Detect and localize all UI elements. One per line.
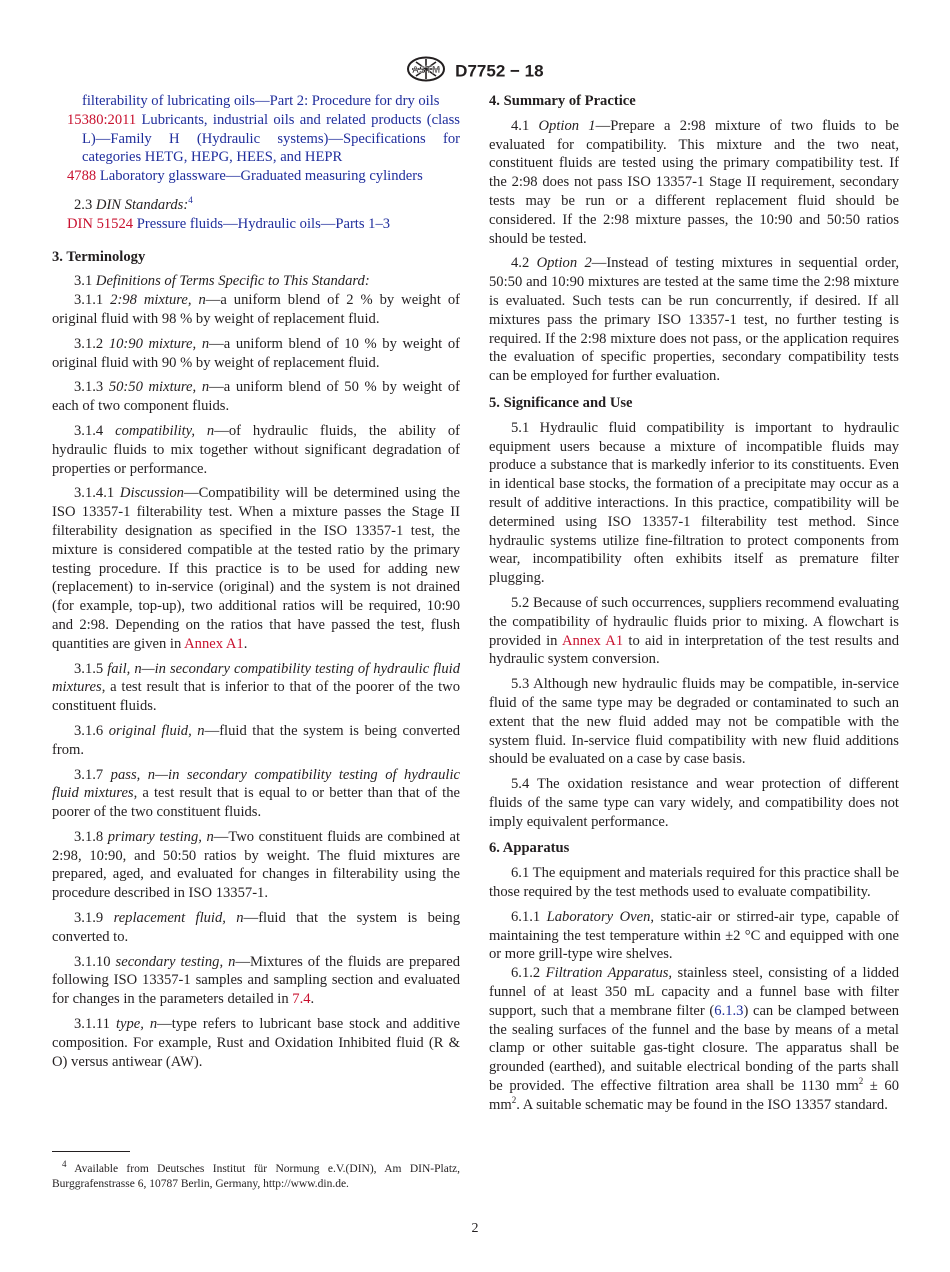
reference-iso-15380	[52, 111, 460, 167]
footnote-divider	[52, 1151, 130, 1152]
document-code: D7752 − 18	[455, 61, 544, 81]
para-3-1-4: 3.1.4 compatibility, n—of hydraulic fluids, the ability of hydraulic fluids to mix together without significant degradation of properties or performance.	[52, 422, 460, 477]
footnote-4: $^4$ Available from Deutsches Institut für Normung e.V.(DIN), Am DIN-Platz, Burggrafenstrasse 6, 10787 Berlin, Germany, http://www.din.de.	[52, 1159, 460, 1190]
reference-iso-4788	[52, 167, 460, 186]
para-5-2: 5.2 Because of such occurrences, suppliers recommend evaluating the compatibility of hydraulic fluids prior to mixing. A flowchart is provided in Annex A1 to aid in interpretation of the test results and hydraulic system conversion.	[489, 594, 899, 668]
section-6-1-3-link[interactable]: 6.1.3	[714, 1002, 744, 1019]
astm-logo-icon	[406, 56, 446, 87]
din-standards-heading: 2.3 DIN Standards:$^4$	[74, 195, 193, 213]
para-3-1-6: 3.1.6 original fluid, n—fluid that the system is being converted from.	[52, 722, 460, 758]
reference-id[interactable]: DIN 51524	[67, 215, 134, 232]
section-4-heading: 4. Summary of Practice	[489, 93, 636, 109]
reference-title[interactable]: Lubricants, industrial oils and related products (class L)—Family H (Hydraulic systems)—Specifications for categories HETG, HEPG, HEES, and HEPR	[82, 111, 460, 166]
section-3-heading: 3. Terminology	[52, 248, 146, 265]
para-5-4: 5.4 The oxidation resistance and wear protection of different fluids of the same type can vary widely, and compatibility does not imply equivalent performance.	[489, 776, 899, 830]
para-3-1-3: 3.1.3 50:50 mixture, n—a uniform blend of 50 % by weight of each of two component fluids.	[52, 379, 461, 415]
para-3-1: 3.1 Definitions of Terms Specific to This Standard:	[74, 273, 370, 290]
para-3-1-11: 3.1.11 type, n—type refers to lubricant base stock and additive composition. For example, Rust and Oxidation Inhibited fluid (R & O) versus antiwear (AW).	[52, 1016, 460, 1070]
para-3-1-7: 3.1.7 pass, n—in secondary compatibility testing of hydraulic fluid mixtures, a test result that is equal to or better than that of the poorer of the two constituent fluids.	[52, 766, 460, 821]
reference-din-51524	[52, 215, 460, 234]
annex-a1-link[interactable]: Annex A1	[184, 635, 244, 652]
para-3-1-9: 3.1.9 replacement fluid, n—fluid that the system is being converted to.	[52, 910, 460, 945]
page-header	[0, 56, 950, 87]
para-3-1-5: 3.1.5 fail, n—in secondary compatibility testing of hydraulic fluid mixtures, a test result that is inferior to that of the poorer of the two constituent fluids.	[52, 660, 460, 715]
right-column	[489, 92, 899, 1121]
left-column	[52, 92, 460, 1077]
para-5-3: 5.3 Although new hydraulic fluids may be compatible, in-service fluid of the same type may be degraded or contaminated to such an extent that the new fluid added may not be compatible with the system fluid. In-service fluid compatibility with new fluid additions should be evaluated on a case by case basis.	[489, 676, 899, 768]
page-number: 2	[471, 1221, 479, 1236]
section-5-heading: 5. Significance and Use	[489, 394, 633, 411]
para-3-1-8: 3.1.8 primary testing, n—Two constituent fluids are combined at 2:98, 10:90, and 50:50 ratios by weight. The fluid mixtures are prepared, aged, and evaluated for changes in filterability using the procedure described in ISO 13357-1.	[52, 828, 461, 902]
reference-title[interactable]: Laboratory glassware—Graduated measuring cylinders	[99, 168, 423, 185]
para-6-1-1: 6.1.1 Laboratory Oven, static-air or stirred-air type, capable of maintaining the test temperature within ±2 °C and equipped with one or more grill-type wire shelves.	[489, 908, 899, 963]
para-3-1-4-1: 3.1.4.1 Discussion—Compatibility will be determined using the ISO 13357-1 filterability test. When a mixture passes the Stage II filterability designation as specified in the ISO 13357-1 test, the mixture is considered compatible at the tested ratio by the primary testing procedure. If this practice is to be used for adding new (replacement) to in-service (original) and the system is not drained (for example, top-up), two additional ratios will be required, 10:90 and 2:98. Depending on the ratios that have passed the test, flush quantities are given in Annex A1.	[52, 485, 460, 652]
annex-a1-link[interactable]: Annex A1	[561, 632, 624, 649]
reference-id[interactable]: 4788	[67, 168, 97, 185]
para-3-1-2: 3.1.2 10:90 mixture, n—a uniform blend of 10 % by weight of original fluid with 90 % by weight of replacement fluid.	[52, 335, 461, 371]
section-6-heading: 6. Apparatus	[489, 840, 570, 857]
para-3-1-1: 3.1.1 2:98 mixture, n—a uniform blend of 2 % by weight of original fluid with 98 % by weight of replacement fluid.	[52, 292, 460, 327]
section-7-4-link[interactable]: 7.4	[292, 991, 311, 1008]
footnote-ref[interactable]: 4	[188, 195, 193, 206]
para-3-1-10: 3.1.10 secondary testing, n—Mixtures of the fluids are prepared following ISO 13357-1 samples and sampling section and evaluated for changes in the parameters detailed in 7.4.	[52, 953, 461, 1008]
svg-text:ASTM: ASTM	[412, 65, 441, 76]
reference-iso-13357-2	[52, 92, 460, 111]
reference-title[interactable]: filterability of lubricating oils—Part 2: Procedure for dry oils	[82, 93, 440, 109]
para-6-1-2: 6.1.2 Filtration Apparatus, stainless steel, consisting of a lidded funnel of at least 350 mL capacity and a funnel base with filter support, such that a membrane filter (6.1.3) can be clamped between the sealing surfaces of the funnel and the base by means of a metal clamp or other suitable gas-tight closure. The apparatus shall be grounded (earthed), and suitable electrical bonding of the parts shall be provided. The effective filtration area shall be 1130 $mm^2 \pm 60$ $mm^2$. A suitable schematic may be found in the ISO 13357 standard.	[489, 965, 899, 1113]
para-4-1: 4.1 Option 1—Prepare a 2:98 mixture of two fluids to be evaluated for compatibility. This mixture and the two neat, constituent fluids are tested using the primary compatibility test. If the 2:98 does not pass ISO 13357-1 Stage II requirement, secondary tests may be run or a different replacement fluid should be considered. If the 2:98 mixture passes, the 10:90 and 50:50 ratios should be tested.	[489, 117, 900, 247]
para-4-2: 4.2 Option 2—Instead of testing mixtures in sequential order, 50:50 and 10:90 mixtures are tested at the same time the 2:98 mixture is evaluated. Such tests can be run concurrently, if desired. If all mixtures pass the primary ISO 13357-1 test, no further testing is required. If the 2:98 mixture does not pass, or the application requires the evaluation of specific properties, secondary compatibility tests can be employed for further evaluation.	[489, 255, 899, 385]
para-6-1: 6.1 The equipment and materials required for this practice shall be those required by the test methods used to evaluate compatibility.	[489, 865, 899, 901]
reference-id[interactable]: 15380:2011	[67, 111, 137, 128]
para-5-1: 5.1 Hydraulic fluid compatibility is important to hydraulic equipment users because a mixture of incompatible fluids may produce a substance that is markedly inferior to its constituents. Even in identical base stocks, the formation of a precipitate may occur as a result of additive interactions. In this practice, compatibility will be determined using ISO 13357-1 filterability test method. Since hydraulic systems utilize fine-filtration to protect components from wear, incompatibility often exhibits itself as premature filter plugging.	[489, 419, 899, 587]
reference-title[interactable]: Pressure fluids—Hydraulic oils—Parts 1–3	[136, 215, 391, 232]
